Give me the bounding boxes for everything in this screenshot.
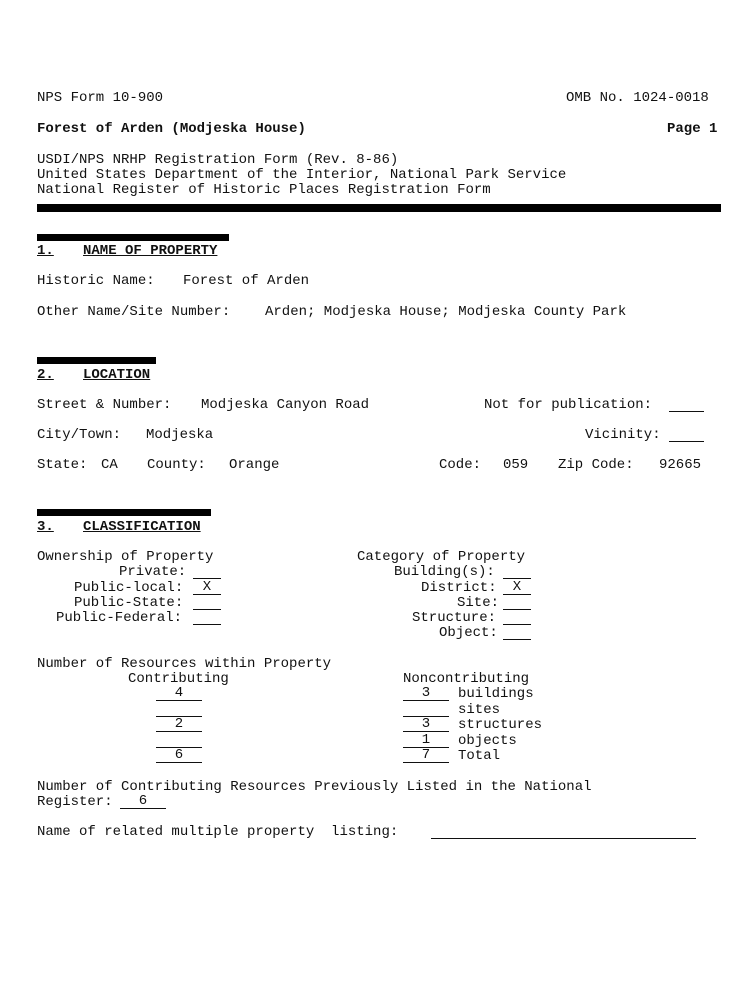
category-site-label: Site:	[457, 595, 500, 611]
property-title: Forest of Arden (Modjeska House)	[37, 121, 306, 137]
ownership-private-field[interactable]	[193, 564, 221, 579]
other-name-label: Other Name/Site Number:	[37, 304, 231, 320]
category-label: Category of Property	[357, 549, 526, 565]
ownership-public-local-field[interactable]: X	[193, 580, 221, 595]
form-line-1: USDI/NPS NRHP Registration Form (Rev. 8-86)	[37, 152, 399, 168]
category-building-field[interactable]	[503, 564, 531, 579]
ownership-public-state-label: Public-State:	[74, 595, 184, 611]
state-label: State:	[37, 457, 88, 473]
resource-type-objects: objects	[458, 733, 517, 749]
county-value: Orange	[229, 457, 280, 473]
not-for-publication-field[interactable]	[669, 397, 704, 412]
other-name-value: Arden; Modjeska House; Modjeska County Park	[265, 304, 627, 320]
ownership-public-local-label: Public-local:	[74, 580, 184, 596]
ownership-public-state-field[interactable]	[193, 595, 221, 610]
resources-label: Number of Resources within Property	[37, 656, 332, 672]
vicinity-field[interactable]	[669, 427, 704, 442]
ownership-private-label: Private:	[119, 564, 187, 580]
category-district-field[interactable]: X	[503, 580, 531, 595]
category-building-label: Building(s):	[394, 564, 495, 580]
resource-type-total: Total	[458, 748, 501, 764]
noncontributing-buildings[interactable]: 3	[403, 686, 449, 701]
noncontributing-total[interactable]: 7	[403, 748, 449, 763]
state-value: CA	[101, 457, 118, 473]
ownership-label: Ownership of Property	[37, 549, 214, 565]
code-label: Code:	[439, 457, 482, 473]
contributing-objects[interactable]	[156, 733, 202, 748]
resource-type-buildings: buildings	[458, 686, 534, 702]
category-object-label: Object:	[439, 625, 498, 641]
omb-number: OMB No. 1024-0018	[566, 90, 709, 106]
resource-type-structures: structures	[458, 717, 543, 733]
category-site-field[interactable]	[503, 595, 531, 610]
category-object-field[interactable]	[503, 625, 531, 640]
form-line-3: National Register of Historic Places Registration Form	[37, 182, 491, 198]
related-listing-field[interactable]	[431, 824, 696, 839]
section1-number: 1.	[37, 243, 54, 259]
section2-number: 2.	[37, 367, 54, 383]
previously-listed-text: Number of Contributing Resources Previously Listed in the National	[37, 779, 592, 795]
city-label: City/Town:	[37, 427, 122, 443]
noncontributing-sites[interactable]	[403, 702, 449, 717]
section3-bar	[37, 509, 211, 516]
related-listing-label: Name of related multiple property listing:	[37, 824, 399, 840]
noncontributing-objects[interactable]: 1	[403, 733, 449, 748]
section2-heading: LOCATION	[83, 367, 151, 383]
zip-value: 92665	[659, 457, 702, 473]
zip-label: Zip Code:	[558, 457, 634, 473]
previously-listed-field[interactable]: 6	[120, 794, 166, 809]
contributing-label: Contributing	[128, 671, 229, 687]
noncontributing-structures[interactable]: 3	[403, 717, 449, 732]
vicinity-label: Vicinity:	[585, 427, 661, 443]
ownership-public-federal-label: Public-Federal:	[56, 610, 183, 626]
form-number: NPS Form 10-900	[37, 90, 164, 106]
section3-heading: CLASSIFICATION	[83, 519, 201, 535]
code-value: 059	[503, 457, 529, 473]
section1-bar	[37, 234, 229, 241]
historic-name-label: Historic Name:	[37, 273, 155, 289]
street-value: Modjeska Canyon Road	[201, 397, 370, 413]
category-structure-label: Structure:	[412, 610, 497, 626]
county-label: County:	[147, 457, 206, 473]
section2-bar	[37, 357, 156, 364]
contributing-total[interactable]: 6	[156, 748, 202, 763]
resource-type-sites: sites	[458, 702, 501, 718]
contributing-buildings[interactable]: 4	[156, 686, 202, 701]
section1-heading: NAME OF PROPERTY	[83, 243, 218, 259]
contributing-structures[interactable]: 2	[156, 717, 202, 732]
historic-name-value: Forest of Arden	[183, 273, 310, 289]
header-divider	[37, 204, 721, 212]
street-label: Street & Number:	[37, 397, 172, 413]
category-structure-field[interactable]	[503, 610, 531, 625]
category-district-label: District:	[421, 580, 497, 596]
ownership-public-federal-field[interactable]	[193, 610, 221, 625]
city-value: Modjeska	[146, 427, 214, 443]
previously-listed-label: Register:	[37, 794, 113, 810]
page-label: Page 1	[667, 121, 718, 137]
noncontributing-label: Noncontributing	[403, 671, 530, 687]
not-for-publication-label: Not for publication:	[484, 397, 653, 413]
section3-number: 3.	[37, 519, 54, 535]
contributing-sites[interactable]	[156, 702, 202, 717]
form-line-2: United States Department of the Interior, National Park Service	[37, 167, 567, 183]
